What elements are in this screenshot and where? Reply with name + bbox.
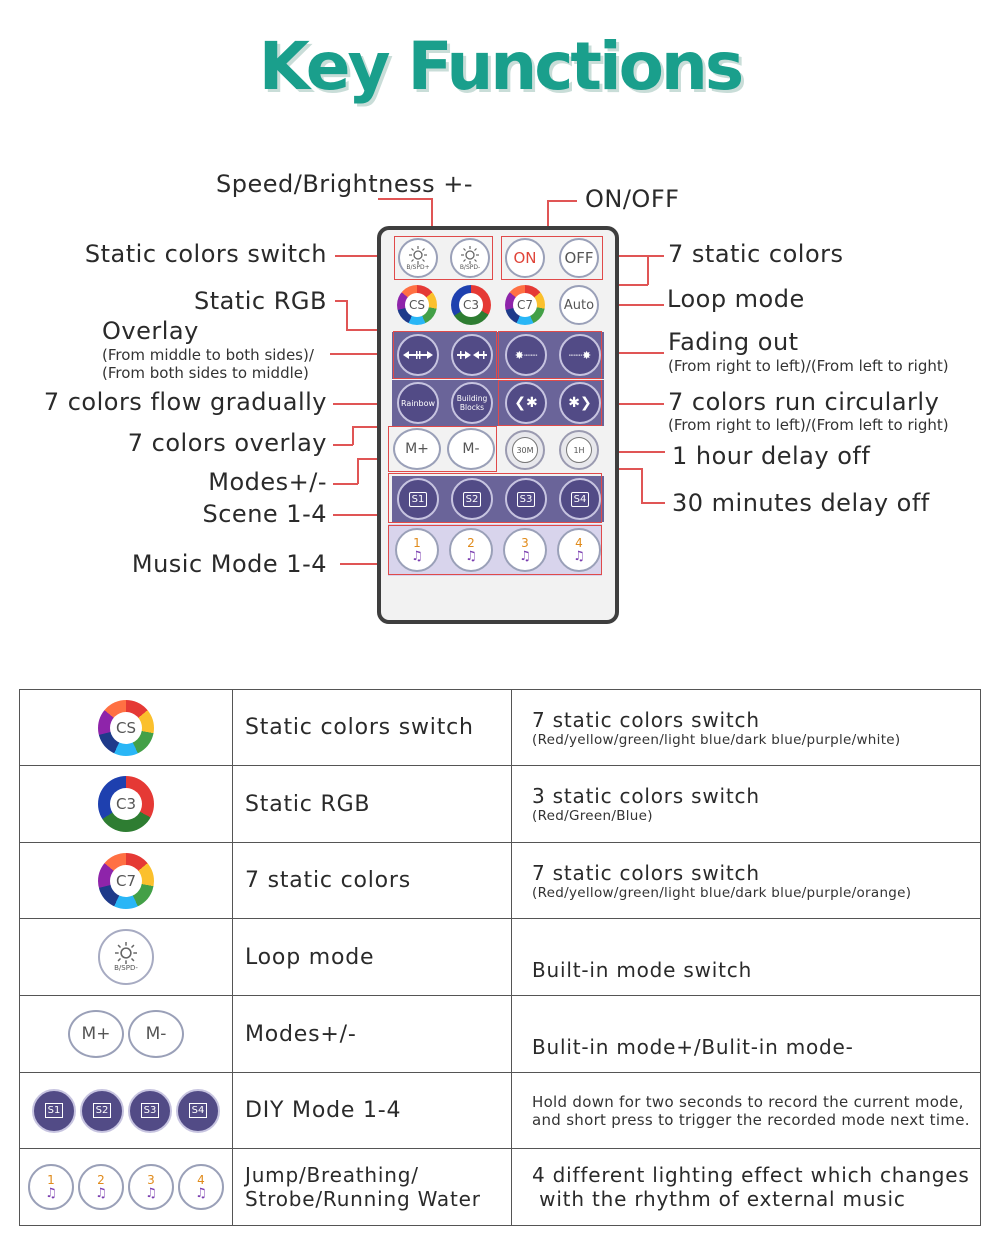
overlay-outward-button[interactable]: [397, 334, 439, 376]
c3-button-icon: [98, 776, 154, 832]
c7-button-icon: [98, 853, 154, 909]
music-3-label: 3: [521, 536, 529, 550]
bspd-minus-label: B/SPD-: [459, 263, 481, 271]
building-blocks-label: Building Blocks: [456, 394, 488, 412]
table-row: [20, 919, 981, 996]
music-note-icon: ♫: [45, 1186, 57, 1201]
label-seven-static-colors: 7 static colors: [668, 240, 844, 268]
music-2-button[interactable]: [449, 528, 493, 572]
sun-icon: [115, 942, 137, 964]
mode-plus-label: M+: [405, 441, 429, 457]
label-on-off: ON/OFF: [585, 185, 680, 213]
function-desc: 3 static colors switch: [532, 784, 760, 808]
rainbow-label: Rainbow: [400, 398, 436, 408]
run-left-icon: ❮✱: [514, 395, 538, 411]
function-name-line2: Strobe/Running Water: [245, 1187, 481, 1211]
function-desc-line1: Hold down for two seconds to record the current mode,: [532, 1092, 964, 1111]
music-3-icon-label: 3: [147, 1173, 155, 1187]
table-row: [20, 1149, 981, 1226]
music-2-icon-label: 2: [97, 1173, 105, 1187]
timer-30m-label: 30M: [516, 445, 534, 455]
function-desc-sub: (Red/yellow/green/light blue/dark blue/purple/white): [532, 731, 901, 748]
label-static-rgb: Static RGB: [194, 287, 327, 315]
fade-right-icon: ┈┈✸: [568, 348, 592, 362]
bspd-plus-label: B/SPD+: [406, 263, 430, 271]
function-desc-line1: 4 different lighting effect which changes: [532, 1163, 970, 1187]
run-circular-left-button[interactable]: [505, 382, 547, 424]
scene-3-button[interactable]: [505, 478, 547, 520]
table-row: [20, 1073, 981, 1149]
music-1-label: 1: [413, 536, 421, 550]
brightness-plus-button[interactable]: [398, 238, 438, 278]
icon-cell: [20, 996, 233, 1073]
overlay-inward-button[interactable]: [451, 334, 493, 376]
c7-icon-label: C7: [115, 871, 137, 890]
fade-left-icon: ✸┈┈: [514, 348, 538, 362]
scene-2-icon-label: S2: [93, 1103, 112, 1118]
icon-cell: [20, 1149, 233, 1226]
function-name: Modes+/-: [245, 1021, 357, 1047]
cs-icon-label: CS: [116, 718, 136, 737]
arrows-inward-icon: [457, 350, 487, 360]
building-blocks-button[interactable]: [451, 382, 493, 424]
arrows-outward-icon: [403, 350, 433, 360]
sun-icon: [461, 246, 479, 264]
music-note-icon: ♫: [465, 549, 477, 564]
brightness-minus-button[interactable]: [450, 238, 490, 278]
label-static-colors-switch: Static colors switch: [84, 240, 327, 268]
scene-4-button[interactable]: [559, 478, 601, 520]
bspd-button-icon: [98, 929, 154, 985]
music-note-icon: ♫: [95, 1186, 107, 1201]
function-name: Loop mode: [245, 944, 375, 970]
music-4-icon-label: 4: [197, 1173, 205, 1187]
scene-3-icon-label: S3: [141, 1103, 160, 1118]
scene-2-label: S2: [463, 492, 482, 507]
label-overlay-sub1: (From middle to both sides)/: [102, 346, 314, 364]
page-title: Key Functions: [258, 28, 742, 105]
scene-4-icon-label: S4: [189, 1103, 208, 1118]
timer-30m-button[interactable]: [505, 430, 545, 470]
label-thirty-min-delay: 30 minutes delay off: [672, 489, 930, 517]
function-name-line1: Jump/Breathing/: [245, 1163, 419, 1187]
cs-label: CS: [409, 298, 425, 312]
scene-2-button[interactable]: [451, 478, 493, 520]
auto-label: Auto: [563, 297, 595, 313]
function-desc: 7 static colors switch: [532, 707, 760, 732]
auto-button[interactable]: [559, 285, 599, 325]
scene-3-label: S3: [517, 492, 536, 507]
label-overlay-sub2: (From both sides to middle): [102, 364, 309, 382]
label-loop-mode: Loop mode: [667, 285, 805, 313]
music-note-icon: ♫: [573, 549, 585, 564]
scene-1-button[interactable]: [397, 478, 439, 520]
cs-button[interactable]: [397, 285, 437, 325]
fade-right-left-button[interactable]: [505, 334, 547, 376]
music-note-icon: ♫: [519, 549, 531, 564]
rainbow-button[interactable]: [397, 382, 439, 424]
on-button[interactable]: [505, 238, 545, 278]
function-desc-line2: with the rhythm of external music: [532, 1187, 906, 1211]
label-run-circularly-sub: (From right to left)/(From left to right): [668, 416, 949, 434]
label-fading-out-sub: (From right to left)/(From left to right): [668, 357, 949, 375]
icon-cell: [20, 919, 233, 996]
mode-plus-icon-label: M+: [68, 1010, 124, 1058]
mode-minus-button[interactable]: [447, 428, 495, 470]
scene-1-label: S1: [409, 492, 428, 507]
function-name: Static colors switch: [245, 715, 474, 740]
key-functions-table: [19, 689, 981, 1226]
icon-cell: [20, 766, 233, 843]
c3-label: C3: [462, 298, 479, 312]
label-scene: Scene 1-4: [202, 500, 327, 528]
label-fading-out: Fading out: [668, 328, 799, 356]
icon-cell: [20, 690, 233, 766]
music-1-button[interactable]: [395, 528, 439, 572]
scene-4-label: S4: [571, 492, 590, 507]
scene-1-icon-label: S1: [45, 1103, 64, 1118]
label-flow-gradually: 7 colors flow gradually: [43, 388, 327, 416]
music-4-label: 4: [575, 536, 583, 550]
off-button[interactable]: [559, 238, 599, 278]
bspd-icon-label: B/SPD-: [114, 964, 138, 972]
scene-buttons-icon: [32, 1089, 220, 1133]
c7-button[interactable]: [505, 285, 545, 325]
sun-icon: [409, 246, 427, 264]
mode-minus-label: M-: [462, 441, 480, 457]
music-4-button[interactable]: [557, 528, 601, 572]
music-note-icon: ♫: [145, 1186, 157, 1201]
label-music-mode: Music Mode 1-4: [131, 550, 327, 578]
run-circular-right-button[interactable]: [559, 382, 601, 424]
icon-cell: [20, 1073, 233, 1149]
music-3-button[interactable]: [503, 528, 547, 572]
table-row: [20, 766, 981, 843]
function-desc-line2: and short press to trigger the recorded mode next time.: [532, 1110, 970, 1129]
label-speed-brightness: Speed/Brightness +-: [216, 170, 474, 198]
music-2-label: 2: [467, 536, 475, 550]
music-note-icon: ♫: [411, 549, 423, 564]
function-name: 7 static colors: [245, 868, 412, 893]
function-desc: Bulit-in mode+/Bulit-in mode-: [532, 1035, 854, 1059]
mode-plus-button[interactable]: [393, 428, 441, 470]
c3-icon-label: C3: [115, 795, 137, 813]
off-label: OFF: [564, 249, 594, 267]
timer-1h-label: 1H: [573, 445, 585, 455]
function-desc: 7 static colors switch: [532, 860, 760, 885]
function-desc-sub: (Red/Green/Blue): [532, 808, 653, 824]
function-name: DIY Mode 1-4: [245, 1098, 402, 1123]
label-run-circularly: 7 colors run circularly: [668, 388, 940, 416]
c3-button[interactable]: [451, 285, 491, 325]
label-seven-overlay: 7 colors overlay: [127, 429, 327, 457]
label-overlay: Overlay: [102, 317, 199, 345]
run-right-icon: ✱❯: [568, 395, 592, 411]
icon-cell: [20, 843, 233, 919]
fade-left-right-button[interactable]: [559, 334, 601, 376]
on-label: ON: [513, 249, 537, 267]
music-1-icon-label: 1: [47, 1173, 55, 1187]
table-row: [20, 843, 981, 919]
table-row: [20, 996, 981, 1073]
label-modes-plus-minus: Modes+/-: [208, 468, 327, 496]
music-buttons-icon: [28, 1164, 224, 1210]
c7-label: C7: [516, 298, 533, 312]
function-name: Static RGB: [245, 791, 371, 817]
music-note-icon: ♫: [195, 1186, 207, 1201]
function-desc-sub: (Red/yellow/green/light blue/dark blue/purple/orange): [532, 884, 912, 901]
cs-button-icon: [98, 700, 154, 756]
function-desc: Built-in mode switch: [532, 958, 753, 982]
table-row: [20, 690, 981, 766]
mode-minus-icon-label: M-: [128, 1010, 184, 1058]
label-one-hour-delay: 1 hour delay off: [672, 442, 871, 470]
mode-plus-minus-icon: [68, 1010, 184, 1058]
timer-1h-button[interactable]: [559, 430, 599, 470]
